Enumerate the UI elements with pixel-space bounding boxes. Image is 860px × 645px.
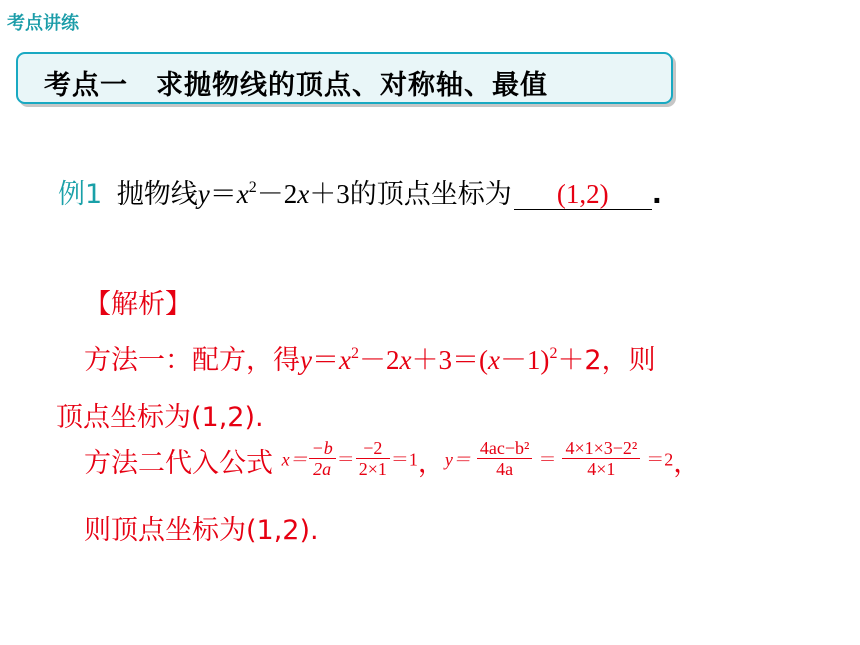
topic-title: 考点一 求抛物线的顶点、对称轴、最值 [44,70,548,101]
method2-conclusion: 则顶点坐标为(1,2). [84,515,319,546]
answer-blank [514,180,652,210]
method1-line [84,338,656,377]
f2-den2: 4×1 [587,459,616,479]
var-x2: x [297,179,310,209]
m1-y: y [300,345,312,375]
m1-x3: x [487,345,500,375]
method1-line2: 顶点坐标为(1,2). [56,402,264,433]
f2-num2: 4×1×3−2² [562,438,640,459]
method2-prefix: 方法二代入公式 [84,448,273,479]
comma2: ， [673,448,701,479]
f2-den1: 4a [496,459,514,479]
f2-rhs: ＝2 [646,449,674,470]
method1-prefix: 方法一：配方，得 [84,345,300,376]
f2-eq: ＝ [538,449,557,470]
vertex-y-formula [445,438,673,479]
m1-x: x [338,345,351,375]
example-label: 例1 [58,179,103,210]
var-y: y [197,179,210,209]
comma1: ， [417,448,445,479]
f1-frac1 [309,438,336,479]
f1-num1: −b [309,438,336,459]
f1-lhs: x＝ [281,449,308,470]
m1-minus1: －1) [499,345,550,375]
m1-x2: x [399,345,412,375]
m1-plus2: ＋2，则 [557,345,656,376]
f1-rhs: ＝1 [390,449,418,470]
section-label: 考点讲练 [7,13,79,34]
f1-frac2 [356,438,390,479]
m1-eq: ＝ [311,345,339,376]
var-x: x [236,179,249,209]
method2-line [84,440,700,481]
f2-frac1 [477,438,533,479]
f1-eq: ＝ [336,449,355,470]
f1-den2: 2×1 [358,459,387,479]
m1-exp: 2 [350,345,359,362]
f2-lhs: y＝ [444,449,471,470]
f2-num1: 4ac−b² [477,438,533,459]
f1-den1: 2a [313,459,332,479]
period: . [651,179,662,210]
m1-minus2: －2 [358,345,400,375]
example-lead: 抛物线 [116,179,198,210]
f2-frac2 [562,438,640,479]
analysis-heading: 【解析】 [84,289,192,320]
term-minus: －2 [256,179,298,209]
m1-plus3: ＋3＝( [411,345,488,375]
example-tail: 的顶点坐标为 [349,179,512,210]
exponent: 2 [248,179,257,196]
topic-title-box [16,52,673,104]
term-plus: ＋3 [309,179,350,209]
example-line [58,172,662,211]
answer-value: (1,2) [556,179,609,209]
eq-sign: ＝ [209,179,237,210]
f1-num2: −2 [356,438,390,459]
vertex-x-formula [282,438,418,479]
m1-exp2: 2 [549,345,558,362]
